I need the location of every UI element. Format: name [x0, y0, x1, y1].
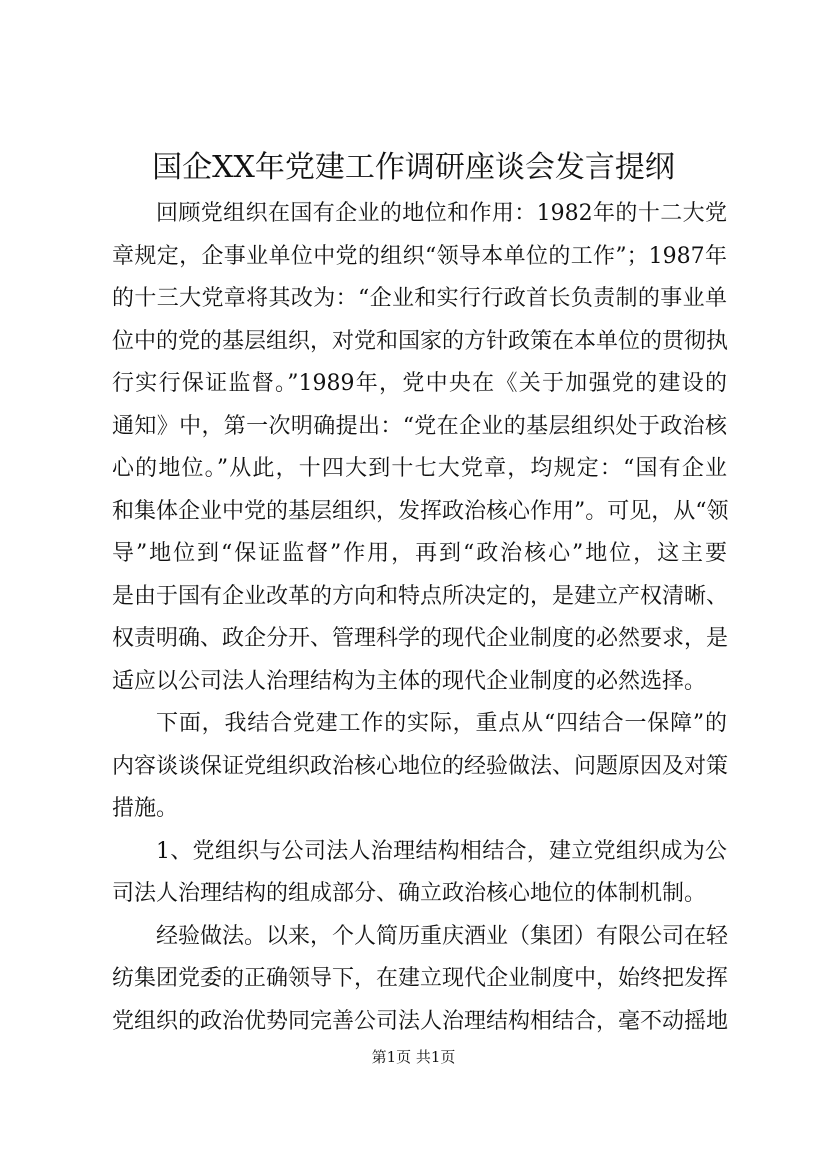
text-line: 和集体企业中党的基层组织，发挥政治核心作用”。可见，从“领	[112, 498, 729, 524]
paragraph-3	[112, 831, 727, 916]
text-line: 位中的党的基层组织，对党和国家的方针政策在本单位的贯彻执	[112, 328, 729, 354]
text-line: 通知》中，第一次明确提出：“党在企业的基层组织处于政治核	[112, 413, 727, 439]
text-line: 导”地位到“保证监督”作用，再到“政治核心”地位，这主要	[112, 541, 727, 566]
text-line: 内容谈谈保证党组织政治核心地位的经验做法、问题原因及对策	[112, 753, 729, 779]
paragraph-1	[112, 193, 727, 703]
document-body	[112, 193, 727, 1043]
text-line: 经验做法。以来，个人简历重庆酒业（集团）有限公司在轻	[156, 923, 729, 949]
page-number-footer: 第1页 共1页	[371, 1048, 456, 1066]
text-line: 1、党组织与公司法人治理结构相结合，建立党组织成为公	[156, 838, 727, 864]
text-line: 回顾党组织在国有企业的地位和作用：1982年的十二大党	[156, 201, 727, 226]
paragraph-2	[112, 703, 727, 831]
text-line: 纺集团党委的正确领导下，在建立现代企业制度中，始终把发挥	[112, 966, 729, 991]
text-line: 心的地位。”从此，十四大到十七大党章，均规定：“国有企业	[112, 456, 727, 481]
text-line: 措施。	[112, 796, 179, 821]
paragraph-4	[112, 916, 727, 1044]
text-line: 行实行保证监督。”1989年，党中央在《关于加强党的建设的	[112, 371, 727, 396]
text-line: 司法人治理结构的组成部分、确立政治核心地位的体制机制。	[112, 881, 707, 906]
text-line: 下面，我结合党建工作的实际，重点从“四结合一保障”的	[156, 711, 727, 736]
text-line: 是由于国有企业改革的方向和特点所决定的，是建立产权清晰、	[112, 583, 729, 609]
document-title: 国企XX年党建工作调研座谈会发言提纲	[152, 150, 675, 185]
text-line: 章规定，企事业单位中党的组织“领导本单位的工作”；1987年	[112, 243, 727, 269]
text-line: 适应以公司法人治理结构为主体的现代企业制度的必然选择。	[112, 668, 707, 694]
text-line: 党组织的政治优势同完善公司法人治理结构相结合，毫不动摇地	[112, 1008, 729, 1034]
text-line: 的十三大党章将其改为：“企业和实行行政首长负责制的事业单	[112, 286, 727, 311]
text-line: 权责明确、政企分开、管理科学的现代企业制度的必然要求，是	[112, 626, 729, 651]
